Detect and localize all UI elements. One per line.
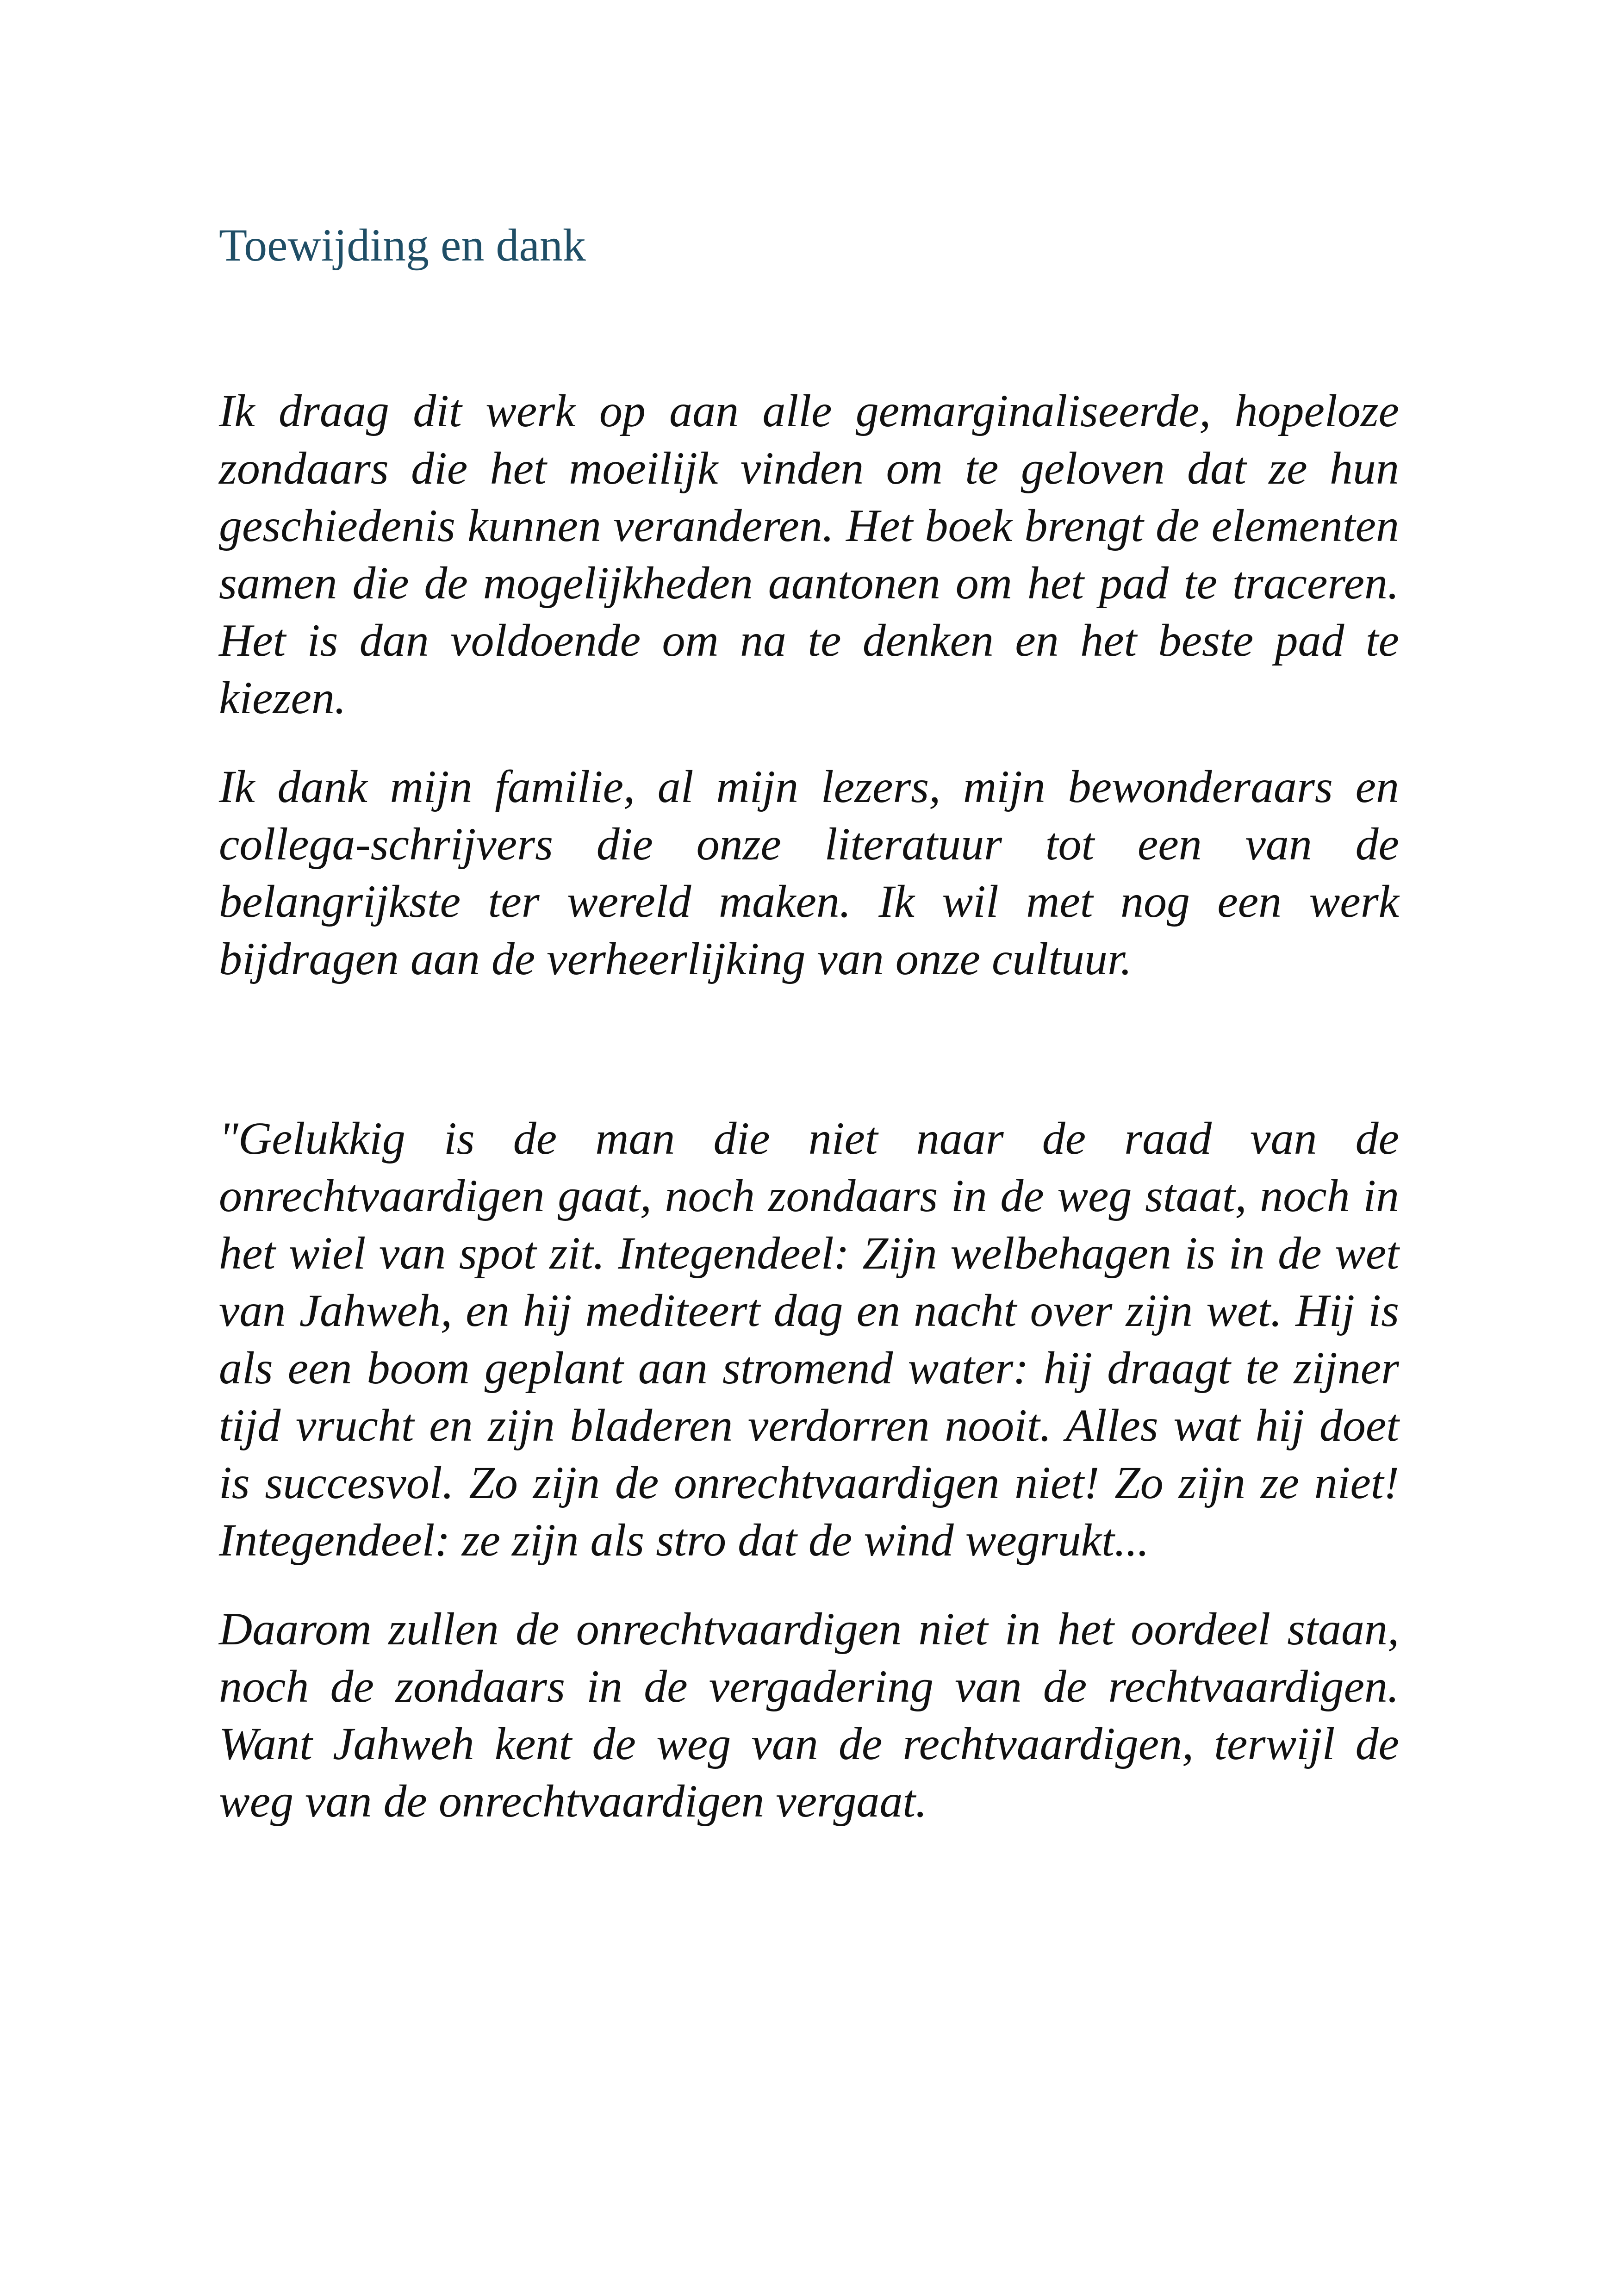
dedication-paragraph: Ik draag dit werk op aan alle gemarginaliseerde, hopeloze zondaars die het moeilijk vinden om te geloven dat ze hun geschiedenis kunnen veranderen. Het boek brengt de elementen samen die de mogelijkheden aantonen om het pad te traceren. Het is dan voldoende om na te denken en het beste pad te kiezen.	[219, 385, 1399, 723]
page-title: Toewijding en dank	[219, 219, 586, 271]
thanks-paragraph: Ik dank mijn familie, al mijn lezers, mijn bewonderaars en collega-schrijvers die onze literatuur tot een van de belangrijkste ter wereld maken. Ik wil met nog een werk bijdragen aan de verheerlijking van onze cultuur.	[219, 761, 1399, 984]
quote-continuation-paragraph: Daarom zullen de onrechtvaardigen niet in het oordeel staan, noch de zondaars in de vergadering van de rechtvaardigen. Want Jahweh kent de weg van de rechtvaardigen, terwijl de weg van de onrechtvaardigen vergaat.	[219, 1603, 1399, 1827]
quote-paragraph: "Gelukkig is de man die niet naar de raad van de onrechtvaardigen gaat, noch zondaars in de weg staat, noch in het wiel van spot zit. Integendeel: Zijn welbehagen is in de wet van Jahweh, en hij mediteert dag en nacht over zijn wet. Hij is als een boom geplant aan stromend water: hij draagt te zijner tijd vrucht en zijn bladeren verdorren nooit. Alles wat hij doet is succesvol. Zo zijn de onrechtvaardigen niet! Zo zijn ze niet! Integendeel: ze zijn als stro dat de wind wegrukt...	[219, 1113, 1399, 1566]
